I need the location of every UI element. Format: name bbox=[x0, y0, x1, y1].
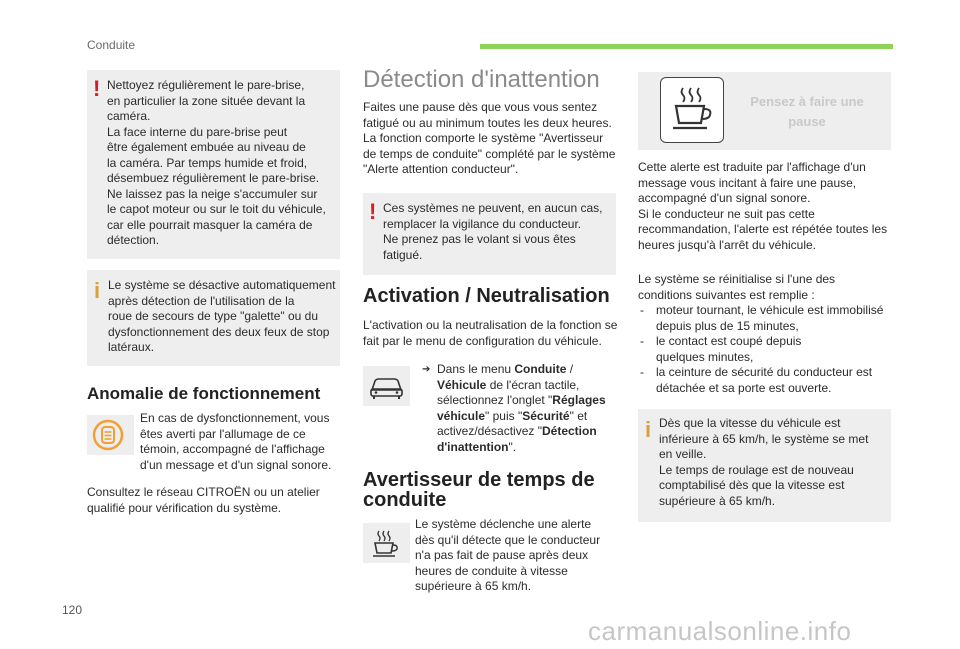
list-item: - moteur tournant, le véhicule est immobilisé depuis plus de 15 minutes, bbox=[638, 303, 896, 334]
info-icon: i bbox=[645, 417, 652, 442]
warning-text bbox=[107, 78, 339, 249]
driver-alert-warning-icon bbox=[87, 415, 134, 455]
text-line: de temps de conduite" complété par le système bbox=[363, 146, 616, 161]
intro-text bbox=[363, 100, 618, 178]
text-line: Ne prenez pas le volant si vous êtes bbox=[383, 232, 576, 246]
menu-text: sélectionnez l'onglet " bbox=[437, 393, 553, 407]
text-line: Le temps de roulage est de nouveau bbox=[659, 462, 854, 477]
warning-exclamation-icon: ! bbox=[369, 199, 377, 224]
text-line: heures de conduite à vitesse bbox=[415, 563, 568, 578]
text-line: qualifié pour vérification du système. bbox=[87, 500, 282, 515]
text-line: après détection de l'utilisation de la bbox=[108, 293, 295, 308]
info-text bbox=[108, 278, 340, 356]
warning-box-vigilance bbox=[363, 193, 616, 275]
menu-text: activez/désactivez " bbox=[437, 424, 542, 438]
menu-instructions bbox=[422, 362, 625, 455]
text-line: la caméra. Par temps humide et froid, bbox=[107, 155, 308, 170]
menu-item-conduite: Conduite bbox=[514, 362, 567, 376]
text-line: Cette alerte est traduite par l'affichage d'un bbox=[638, 160, 866, 174]
activation-text bbox=[363, 318, 623, 349]
warning-text bbox=[383, 201, 615, 263]
vehicle-icon-box bbox=[363, 366, 410, 406]
text-line: Dès que la vitesse du véhicule est bbox=[659, 416, 841, 430]
warning-exclamation-icon: ! bbox=[93, 76, 101, 101]
info-box-deactivation bbox=[87, 270, 340, 366]
menu-text: " et bbox=[569, 408, 588, 423]
tab-reglages: Réglages bbox=[552, 393, 606, 407]
section-header: Conduite bbox=[87, 38, 136, 52]
text-line: Ces systèmes ne peuvent, en aucun cas, bbox=[383, 201, 603, 215]
text-line: Consultez le réseau CITROËN ou un atelier bbox=[87, 485, 320, 499]
text-line: accompagné d'un signal sonore. bbox=[638, 191, 811, 205]
text-line: témoin, accompagné de l'affichage bbox=[140, 442, 325, 456]
text-line: remplacer la vigilance du conducteur. bbox=[383, 216, 582, 231]
info-icon: i bbox=[94, 278, 101, 303]
timer-heading-line1: Avertisseur de temps de bbox=[363, 469, 595, 491]
text-line: fatigué ou au minimum toutes les deux heures. bbox=[363, 115, 612, 130]
text-line: détection. bbox=[107, 233, 160, 247]
coffee-cup-icon bbox=[363, 523, 410, 563]
banner-message bbox=[732, 92, 882, 132]
text-line: dès qu'il détecte que le conducteur bbox=[415, 532, 601, 547]
list-item: - la ceinture de sécurité du conducteur est détachée et sa porte est ouverte. bbox=[638, 365, 896, 396]
text-line: fait par le menu de configuration du véhicule. bbox=[363, 333, 602, 348]
page-number: 120 bbox=[62, 603, 83, 617]
text-line: recommandation, l'alerte est répétée toutes les bbox=[638, 222, 888, 236]
text-line: comptabilisé dès que la vitesse est bbox=[659, 478, 845, 492]
text-line: Le système se réinitialise si l'une des bbox=[638, 272, 836, 286]
text-line: En cas de dysfonctionnement, vous bbox=[140, 411, 330, 425]
menu-text: / bbox=[566, 362, 574, 376]
menu-text: " puis " bbox=[485, 408, 523, 423]
menu-text: Dans le menu bbox=[437, 362, 515, 376]
text-line: fatigué. bbox=[383, 247, 423, 262]
section-accent-bar bbox=[480, 44, 893, 49]
activation-heading: Activation / Neutralisation bbox=[363, 285, 610, 307]
text-line: en veille. bbox=[659, 447, 707, 461]
tab-vehicule: véhicule bbox=[437, 408, 486, 423]
coffee-cup-icon bbox=[661, 78, 722, 141]
text-line: "Alerte attention conducteur". bbox=[363, 162, 519, 176]
warning-box-camera bbox=[87, 70, 340, 259]
coffee-screen-icon-frame bbox=[660, 77, 724, 143]
reset-condition-list bbox=[638, 303, 896, 396]
text-line: La fonction comporte le système "Avertisseur bbox=[363, 131, 604, 145]
coffee-icon-box bbox=[363, 523, 410, 563]
timer-heading-line2: conduite bbox=[363, 489, 447, 511]
banner-message-line2: pause bbox=[788, 114, 826, 129]
info-text bbox=[659, 416, 891, 509]
menu-item-securite: Sécurité bbox=[522, 408, 570, 423]
alert-description bbox=[638, 160, 896, 253]
arrow-icon: ➔ bbox=[422, 364, 431, 375]
text-line: L'activation ou la neutralisation de la fonction se bbox=[363, 318, 618, 332]
text-line: supérieure à 65 km/h. bbox=[659, 493, 776, 508]
text-line: latéraux. bbox=[108, 340, 155, 354]
text-line: supérieure à 65 km/h. bbox=[415, 579, 532, 593]
text-line: Nettoyez régulièrement le pare-brise, bbox=[107, 78, 305, 92]
text-line: inférieure à 65 km/h, le système se met bbox=[659, 431, 869, 446]
anomaly-heading: Anomalie de fonctionnement bbox=[87, 384, 321, 403]
menu-text: de l'écran tactile, bbox=[486, 377, 580, 392]
anomaly-text bbox=[140, 411, 340, 473]
menu-item-vehicule: Véhicule bbox=[437, 377, 487, 392]
text-line: dysfonctionnement des deux feux de stop bbox=[108, 324, 330, 339]
malfunction-icon-box bbox=[87, 415, 134, 455]
text-line: désembuez régulièrement le pare-brise. bbox=[107, 171, 320, 185]
page-title: Détection d'inattention bbox=[363, 66, 600, 93]
banner-message-line1: Pensez à faire une bbox=[750, 94, 864, 109]
menu-text: ". bbox=[508, 439, 517, 454]
text-line: d'un message et d'un signal sonore. bbox=[140, 457, 332, 472]
text-line: message vous incitant à faire une pause, bbox=[638, 175, 857, 190]
text-line: roue de secours de type "galette" ou du bbox=[108, 309, 318, 323]
option-detection: Détection bbox=[541, 424, 597, 438]
car-icon bbox=[363, 366, 410, 406]
text-line: n'a pas fait de pause après deux bbox=[415, 548, 589, 562]
pause-alert-banner bbox=[638, 72, 891, 150]
text-line: Le système se désactive automatiquement bbox=[108, 278, 336, 292]
option-inattention: d'inattention bbox=[437, 439, 509, 454]
text-line: Le système déclenche une alerte bbox=[415, 517, 592, 531]
reset-conditions bbox=[638, 272, 896, 396]
text-line: conditions suivantes est remplie : bbox=[638, 287, 815, 302]
text-line: Faites une pause dès que vous vous sentez bbox=[363, 100, 598, 114]
info-box-standby bbox=[638, 409, 891, 522]
text-line: en particulier la zone située devant la bbox=[107, 93, 306, 108]
text-line: heures jusqu'à l'arrêt du véhicule. bbox=[638, 237, 817, 252]
text-line: êtes averti par l'allumage de ce bbox=[140, 426, 306, 441]
text-line: car elle pourrait masquer la caméra de bbox=[107, 217, 313, 232]
text-line: le capot moteur ou sur le toit du véhicule, bbox=[107, 202, 326, 216]
consult-text bbox=[87, 485, 340, 516]
text-line: Si le conducteur ne suit pas cette bbox=[638, 206, 815, 221]
list-item: - le contact est coupé depuis quelques minutes, bbox=[638, 334, 896, 365]
text-line: être également embuée au niveau de bbox=[107, 140, 306, 154]
timer-heading bbox=[363, 470, 595, 510]
timer-text bbox=[415, 517, 620, 595]
watermark: carmanualsonline.info bbox=[588, 616, 852, 646]
text-line: La face interne du pare-brise peut bbox=[107, 124, 288, 139]
text-line: Ne laissez pas la neige s'accumuler sur bbox=[107, 186, 318, 201]
text-line: caméra. bbox=[107, 109, 151, 123]
